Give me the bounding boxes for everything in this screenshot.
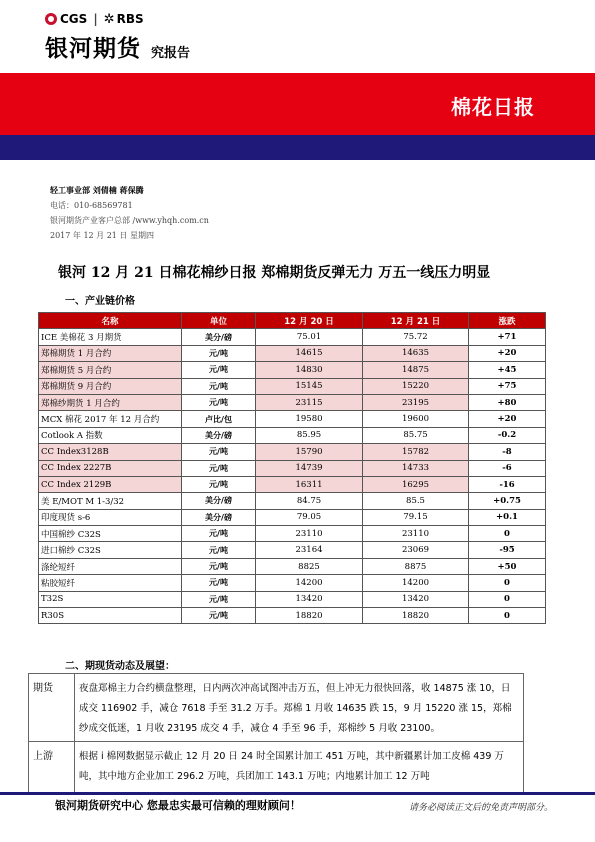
cell-dec21: 85.5 bbox=[363, 493, 469, 509]
cell-unit: 美分/磅 bbox=[182, 509, 256, 525]
cell-dec20: 75.01 bbox=[256, 329, 363, 345]
cell-dec20: 85.95 bbox=[256, 427, 363, 443]
cell-dec21: 14875 bbox=[363, 362, 469, 378]
table-row bbox=[39, 591, 546, 607]
cell-dec20: 18820 bbox=[256, 608, 363, 624]
cell-name: 美 E/MOT M 1-3/32 bbox=[39, 493, 182, 509]
cell-dec21: 14635 bbox=[363, 345, 469, 361]
cell-name: CC Index3128B bbox=[39, 444, 182, 460]
table-row bbox=[39, 575, 546, 591]
cell-name: R30S bbox=[39, 608, 182, 624]
cell-name: 涤纶短纤 bbox=[39, 558, 182, 574]
dynamics-table bbox=[28, 673, 524, 793]
rbs-logo-text: RBS bbox=[116, 12, 144, 26]
cell-change: 0 bbox=[469, 575, 546, 591]
cell-dec21: 79.15 bbox=[363, 509, 469, 525]
cell-dec21: 23110 bbox=[363, 526, 469, 542]
table-row bbox=[39, 608, 546, 624]
cell-dec21: 23195 bbox=[363, 394, 469, 410]
cell-unit: 元/吨 bbox=[182, 558, 256, 574]
cell-change: +45 bbox=[469, 362, 546, 378]
dynamics-text-body: 夜盘郑棉主力合约横盘整理，日内两次冲高试图冲击万五，但上冲无力很快回落，收 14875 涨 10，日成交 116902 手，减仓 7618 手至 31.2 万手。郑棉 1 月收 14635 跌 15，9 月 15220 涨 15，郑棉纱成交低迷，1 月收 23195 成交 4 手，减仓 4 手至 96 手，郑棉纱 5 月收 23100。 bbox=[79, 683, 512, 734]
col-header-unit: 单位 bbox=[182, 313, 256, 329]
table-row bbox=[39, 460, 546, 476]
page-title: 银河 12 月 21 日棉花棉纱日报 郑棉期货反弹无力 万五一线压力明显 bbox=[58, 265, 491, 281]
cell-dec21: 23069 bbox=[363, 542, 469, 558]
cell-change: 0 bbox=[469, 608, 546, 624]
cell-change: +71 bbox=[469, 329, 546, 345]
cell-name: MCX 棉花 2017 年 12 月合约 bbox=[39, 411, 182, 427]
table-row bbox=[39, 427, 546, 443]
footer-slogan: 银河期货研究中心 您最忠实最可信赖的理财顾问！ bbox=[55, 799, 301, 812]
report-banner bbox=[0, 73, 595, 135]
cell-dec20: 14200 bbox=[256, 575, 363, 591]
dynamics-text bbox=[75, 742, 524, 793]
table-row bbox=[39, 509, 546, 525]
cell-unit: 元/吨 bbox=[182, 362, 256, 378]
cell-unit: 元/吨 bbox=[182, 394, 256, 410]
cell-dec20: 14739 bbox=[256, 460, 363, 476]
col-header-change: 涨跌 bbox=[469, 313, 546, 329]
cell-dec20: 79.05 bbox=[256, 509, 363, 525]
banner-stripe bbox=[0, 135, 595, 160]
table-row bbox=[39, 378, 546, 394]
table-row bbox=[39, 444, 546, 460]
cell-name: 郑棉纱期货 1 月合约 bbox=[39, 394, 182, 410]
cgs-logo bbox=[45, 12, 87, 26]
cell-dec20: 84.75 bbox=[256, 493, 363, 509]
cell-dec21: 15782 bbox=[363, 444, 469, 460]
cell-dec20: 19580 bbox=[256, 411, 363, 427]
table-row bbox=[39, 329, 546, 345]
cell-dec20: 16311 bbox=[256, 476, 363, 492]
section-heading-dynamics: 二、期现货动态及展望： bbox=[65, 661, 175, 672]
dynamics-label: 上游 bbox=[29, 742, 75, 793]
section-heading-prices: 一、产业链价格 bbox=[65, 296, 135, 307]
cell-name: 粘胶短纤 bbox=[39, 575, 182, 591]
cell-change: 0 bbox=[469, 591, 546, 607]
cell-change: +75 bbox=[469, 378, 546, 394]
cell-unit: 元/吨 bbox=[182, 575, 256, 591]
cell-unit: 元/吨 bbox=[182, 542, 256, 558]
cell-dec20: 23164 bbox=[256, 542, 363, 558]
price-table-body bbox=[39, 329, 546, 624]
cell-unit: 美分/磅 bbox=[182, 493, 256, 509]
dynamics-text bbox=[75, 674, 524, 742]
rbs-logo-icon: ✲ bbox=[103, 11, 115, 27]
cell-change: -8 bbox=[469, 444, 546, 460]
footer-divider bbox=[0, 792, 595, 795]
cell-name: 进口棉纱 C32S bbox=[39, 542, 182, 558]
cell-name: ICE 美棉花 3 月期货 bbox=[39, 329, 182, 345]
cell-dec20: 13420 bbox=[256, 591, 363, 607]
dynamics-text-body: 根据 i 棉网数据显示截止 12 月 20 日 24 时全国累计加工 451 万吨，其中新疆累计加工皮棉 439 万吨，其中地方企业加工 296.2 万吨，兵团加工 143.1 万吨；内地累计加工 12 万吨 bbox=[79, 751, 504, 782]
table-header-row bbox=[39, 313, 546, 329]
cell-unit: 元/吨 bbox=[182, 345, 256, 361]
brand-subtitle: 究报告 bbox=[151, 46, 191, 61]
cell-name: 中国棉纱 C32S bbox=[39, 526, 182, 542]
col-header-dec21: 12 月 21 日 bbox=[363, 313, 469, 329]
cell-name: Cotlook A 指数 bbox=[39, 427, 182, 443]
table-row bbox=[39, 362, 546, 378]
cell-unit: 元/吨 bbox=[182, 378, 256, 394]
cell-name: CC Index 2129B bbox=[39, 476, 182, 492]
cell-dec21: 14200 bbox=[363, 575, 469, 591]
table-row bbox=[39, 476, 546, 492]
cell-dec21: 19600 bbox=[363, 411, 469, 427]
dynamics-row-futures bbox=[29, 674, 524, 742]
cell-dec20: 8825 bbox=[256, 558, 363, 574]
cell-name: 印度现货 s-6 bbox=[39, 509, 182, 525]
cell-name: CC Index 2227B bbox=[39, 460, 182, 476]
phone: 电话：010-68569781 bbox=[50, 201, 133, 210]
cell-name: 郑棉期货 9 月合约 bbox=[39, 378, 182, 394]
cell-unit: 元/吨 bbox=[182, 476, 256, 492]
cell-name: 郑棉期货 1 月合约 bbox=[39, 345, 182, 361]
table-row bbox=[39, 542, 546, 558]
cell-unit: 元/吨 bbox=[182, 608, 256, 624]
table-row bbox=[39, 558, 546, 574]
cell-unit: 美分/磅 bbox=[182, 427, 256, 443]
table-row bbox=[39, 526, 546, 542]
cell-dec21: 18820 bbox=[363, 608, 469, 624]
cell-dec21: 15220 bbox=[363, 378, 469, 394]
report-meta bbox=[50, 183, 209, 243]
col-header-name: 名称 bbox=[39, 313, 182, 329]
cell-unit: 元/吨 bbox=[182, 444, 256, 460]
table-row bbox=[39, 493, 546, 509]
col-header-dec20: 12 月 20 日 bbox=[256, 313, 363, 329]
dynamics-label: 期货 bbox=[29, 674, 75, 742]
cell-dec20: 14615 bbox=[256, 345, 363, 361]
cell-unit: 元/吨 bbox=[182, 591, 256, 607]
brand-name: 银河期货 bbox=[45, 36, 141, 62]
dynamics-row-upstream bbox=[29, 742, 524, 793]
cell-dec21: 85.75 bbox=[363, 427, 469, 443]
table-row bbox=[39, 394, 546, 410]
cell-unit: 元/吨 bbox=[182, 526, 256, 542]
cell-unit: 美分/磅 bbox=[182, 329, 256, 345]
footer-disclaimer: 请务必阅读正文后的免责声明部分。 bbox=[408, 803, 553, 813]
cell-unit: 卢比/包 bbox=[182, 411, 256, 427]
cell-change: +50 bbox=[469, 558, 546, 574]
cell-change: 0 bbox=[469, 526, 546, 542]
cell-name: T32S bbox=[39, 591, 182, 607]
cgs-logo-icon bbox=[45, 13, 57, 25]
banner-title: 棉花日报 bbox=[451, 95, 535, 119]
cell-dec21: 8875 bbox=[363, 558, 469, 574]
cell-change: +20 bbox=[469, 345, 546, 361]
cell-dec20: 23110 bbox=[256, 526, 363, 542]
cell-dec21: 75.72 bbox=[363, 329, 469, 345]
cell-dec20: 15790 bbox=[256, 444, 363, 460]
cell-change: -6 bbox=[469, 460, 546, 476]
cell-dec20: 15145 bbox=[256, 378, 363, 394]
cell-dec21: 16295 bbox=[363, 476, 469, 492]
table-row bbox=[39, 411, 546, 427]
logo-row bbox=[45, 12, 144, 26]
cell-change: +0.1 bbox=[469, 509, 546, 525]
cell-change: +80 bbox=[469, 394, 546, 410]
rbs-logo bbox=[104, 12, 144, 27]
cell-dec21: 13420 bbox=[363, 591, 469, 607]
cell-change: +0.75 bbox=[469, 493, 546, 509]
brand-row bbox=[45, 30, 190, 63]
cell-unit: 元/吨 bbox=[182, 460, 256, 476]
cell-dec20: 14830 bbox=[256, 362, 363, 378]
cell-change: -0.2 bbox=[469, 427, 546, 443]
cell-change: -95 bbox=[469, 542, 546, 558]
website[interactable]: 银河期货产业客户总部 /www.yhqh.com.cn bbox=[50, 216, 209, 225]
cell-dec20: 23115 bbox=[256, 394, 363, 410]
cgs-logo-text: CGS bbox=[60, 12, 88, 26]
logo-divider: | bbox=[93, 12, 98, 26]
cell-change: -16 bbox=[469, 476, 546, 492]
department-authors: 轻工事业部 刘倩楠 蒋保腾 bbox=[50, 186, 144, 195]
cell-dec21: 14733 bbox=[363, 460, 469, 476]
table-row bbox=[39, 345, 546, 361]
report-date: 2017 年 12 月 21 日 星期四 bbox=[50, 231, 154, 240]
price-table bbox=[38, 312, 546, 624]
cell-change: +20 bbox=[469, 411, 546, 427]
cell-name: 郑棉期货 5 月合约 bbox=[39, 362, 182, 378]
